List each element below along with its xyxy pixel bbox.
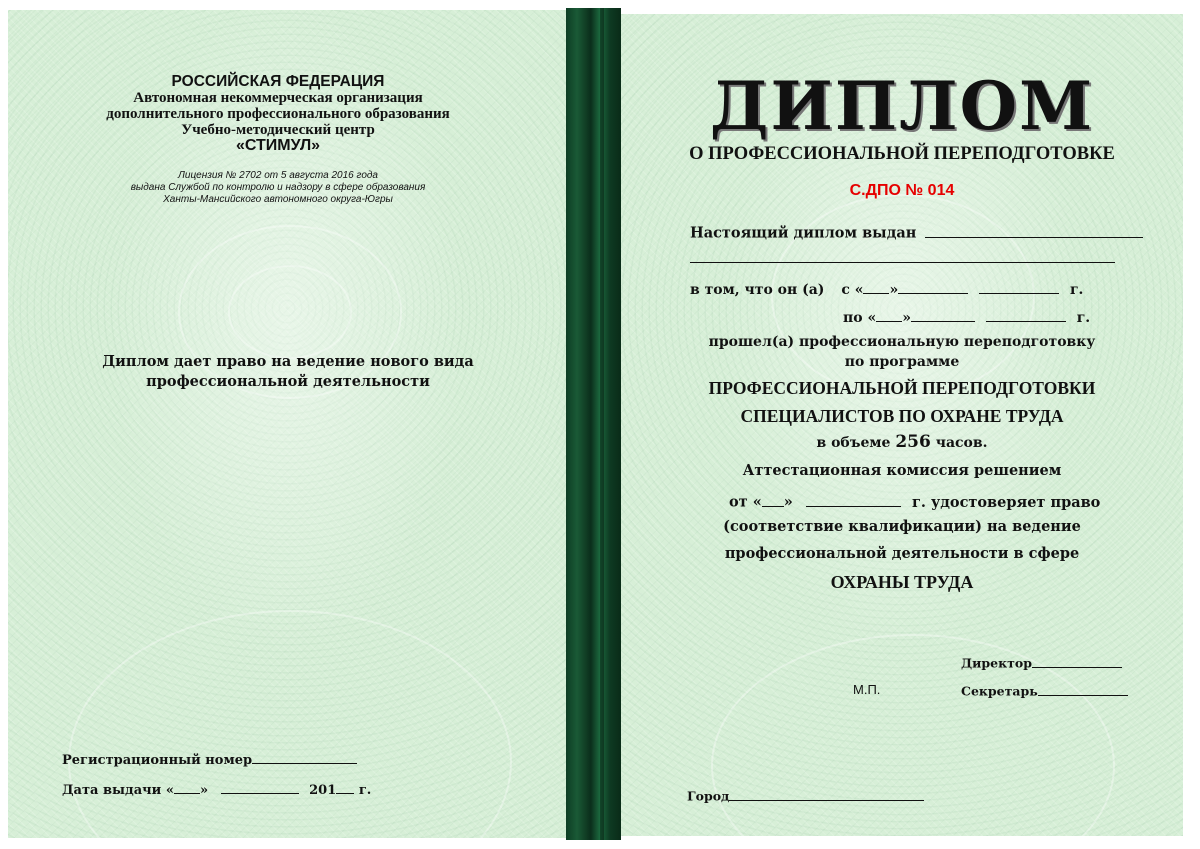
org-name: «СТИМУЛ»	[235, 137, 321, 154]
org-line-3: Учебно-методический центр	[181, 122, 375, 138]
reg-number-row	[62, 750, 357, 769]
country-name: РОССИЙСКАЯ ФЕДЕРАЦИЯ	[171, 73, 385, 90]
decision-day-field	[762, 491, 784, 507]
spine-fold	[600, 8, 604, 840]
license-line-3: Ханты-Мансийского автономного округа-Югры	[163, 194, 393, 205]
decision-row	[729, 491, 1100, 511]
org-line-2: дополнительного профессионального образования	[106, 106, 450, 122]
secretary-label: Секретарь	[961, 683, 1038, 699]
to-day-field	[876, 307, 902, 322]
diploma-title: ДИПЛОМ	[709, 67, 1095, 145]
director-row	[961, 654, 1122, 672]
volume-line	[621, 434, 1183, 452]
secretary-row	[961, 682, 1128, 700]
from-month-field	[898, 279, 968, 294]
decision-from: от «	[729, 493, 762, 511]
volume-hours: 256	[895, 432, 931, 452]
issue-year-suffix: г.	[358, 783, 372, 798]
rights-statement	[88, 352, 488, 392]
issue-year-prefix: 201	[309, 783, 337, 798]
qualification-line: (соответствие квалификации) на ведение	[723, 518, 1081, 535]
to-quote: »	[902, 310, 911, 326]
issue-year-field	[336, 780, 354, 794]
license-info	[103, 170, 453, 206]
guilloche-rosette-inner	[228, 265, 352, 359]
license-line-2: выдана Службой по контролю и надзору в сфере образования	[130, 182, 426, 193]
commission-line: Аттестационная комиссия решением	[742, 462, 1062, 479]
cover-spine	[566, 8, 621, 840]
recipient-name-field	[925, 222, 1143, 238]
field-name: ОХРАНЫ ТРУДА	[830, 572, 974, 592]
certifies-text: г. удостоверяет право	[911, 493, 1101, 511]
org-line-1: Автономная некоммерческая организация	[133, 90, 423, 106]
program-line-1: ПРОФЕССИОНАЛЬНОЙ ПЕРЕПОДГОТОВКИ	[708, 378, 1096, 398]
issuer-header	[103, 74, 453, 154]
to-label: по «	[843, 310, 877, 326]
issue-date-quote: »	[199, 783, 209, 798]
guilloche-wave	[68, 610, 512, 838]
director-label: Директор	[961, 655, 1032, 671]
series-number: С.ДПО № 014	[849, 182, 955, 199]
completed-line: прошел(а) профессиональную переподготовку	[708, 334, 1096, 350]
from-year-suffix: г.	[1069, 282, 1084, 298]
decision-quote: »	[783, 493, 793, 511]
issued-to-row	[690, 222, 1143, 242]
city-field	[729, 787, 924, 801]
rights-line-1: Диплом дает право на ведение нового вида	[102, 353, 474, 370]
city-label: Город	[687, 788, 730, 804]
program-line-2: СПЕЦИАЛИСТОВ ПО ОХРАНЕ ТРУДА	[740, 406, 1064, 426]
left-page	[8, 10, 566, 838]
from-label: с «	[841, 282, 864, 298]
stamp-place: М.П.	[853, 682, 881, 697]
program-label: по программе	[844, 354, 960, 370]
volume-suffix: часов.	[935, 435, 988, 451]
director-signature-field	[1032, 654, 1122, 668]
recipient-name-field-line-2	[690, 262, 1115, 263]
issue-date-label: Дата выдачи «	[62, 783, 174, 798]
period-from-row	[690, 279, 1083, 299]
from-day-field	[863, 279, 889, 294]
issue-month-field	[221, 780, 299, 794]
secretary-signature-field	[1038, 682, 1128, 696]
from-year-field	[979, 279, 1059, 294]
volume-prefix: в объеме	[816, 435, 891, 451]
issue-date-row	[62, 780, 371, 799]
license-line-1: Лицензия № 2702 от 5 августа 2016 года	[178, 170, 378, 181]
rights-line-2: профессиональной деятельности	[146, 373, 430, 390]
decision-month-field	[806, 491, 901, 507]
right-page	[621, 14, 1183, 836]
city-row	[687, 787, 924, 805]
diploma-subtitle: О ПРОФЕССИОНАЛЬНОЙ ПЕРЕПОДГОТОВКЕ	[689, 144, 1115, 164]
to-year-suffix: г.	[1076, 310, 1091, 326]
to-year-field	[986, 307, 1066, 322]
from-quote: »	[889, 282, 899, 298]
period-intro: в том, что он (а)	[690, 282, 825, 298]
field-line: профессиональной деятельности в сфере	[724, 545, 1080, 562]
issue-day-field	[174, 780, 200, 794]
period-to-row	[843, 307, 1090, 327]
reg-number-label: Регистрационный номер	[62, 753, 253, 768]
reg-number-field	[252, 750, 357, 764]
to-month-field	[911, 307, 975, 322]
issued-to-label: Настоящий диплом выдан	[690, 224, 917, 242]
